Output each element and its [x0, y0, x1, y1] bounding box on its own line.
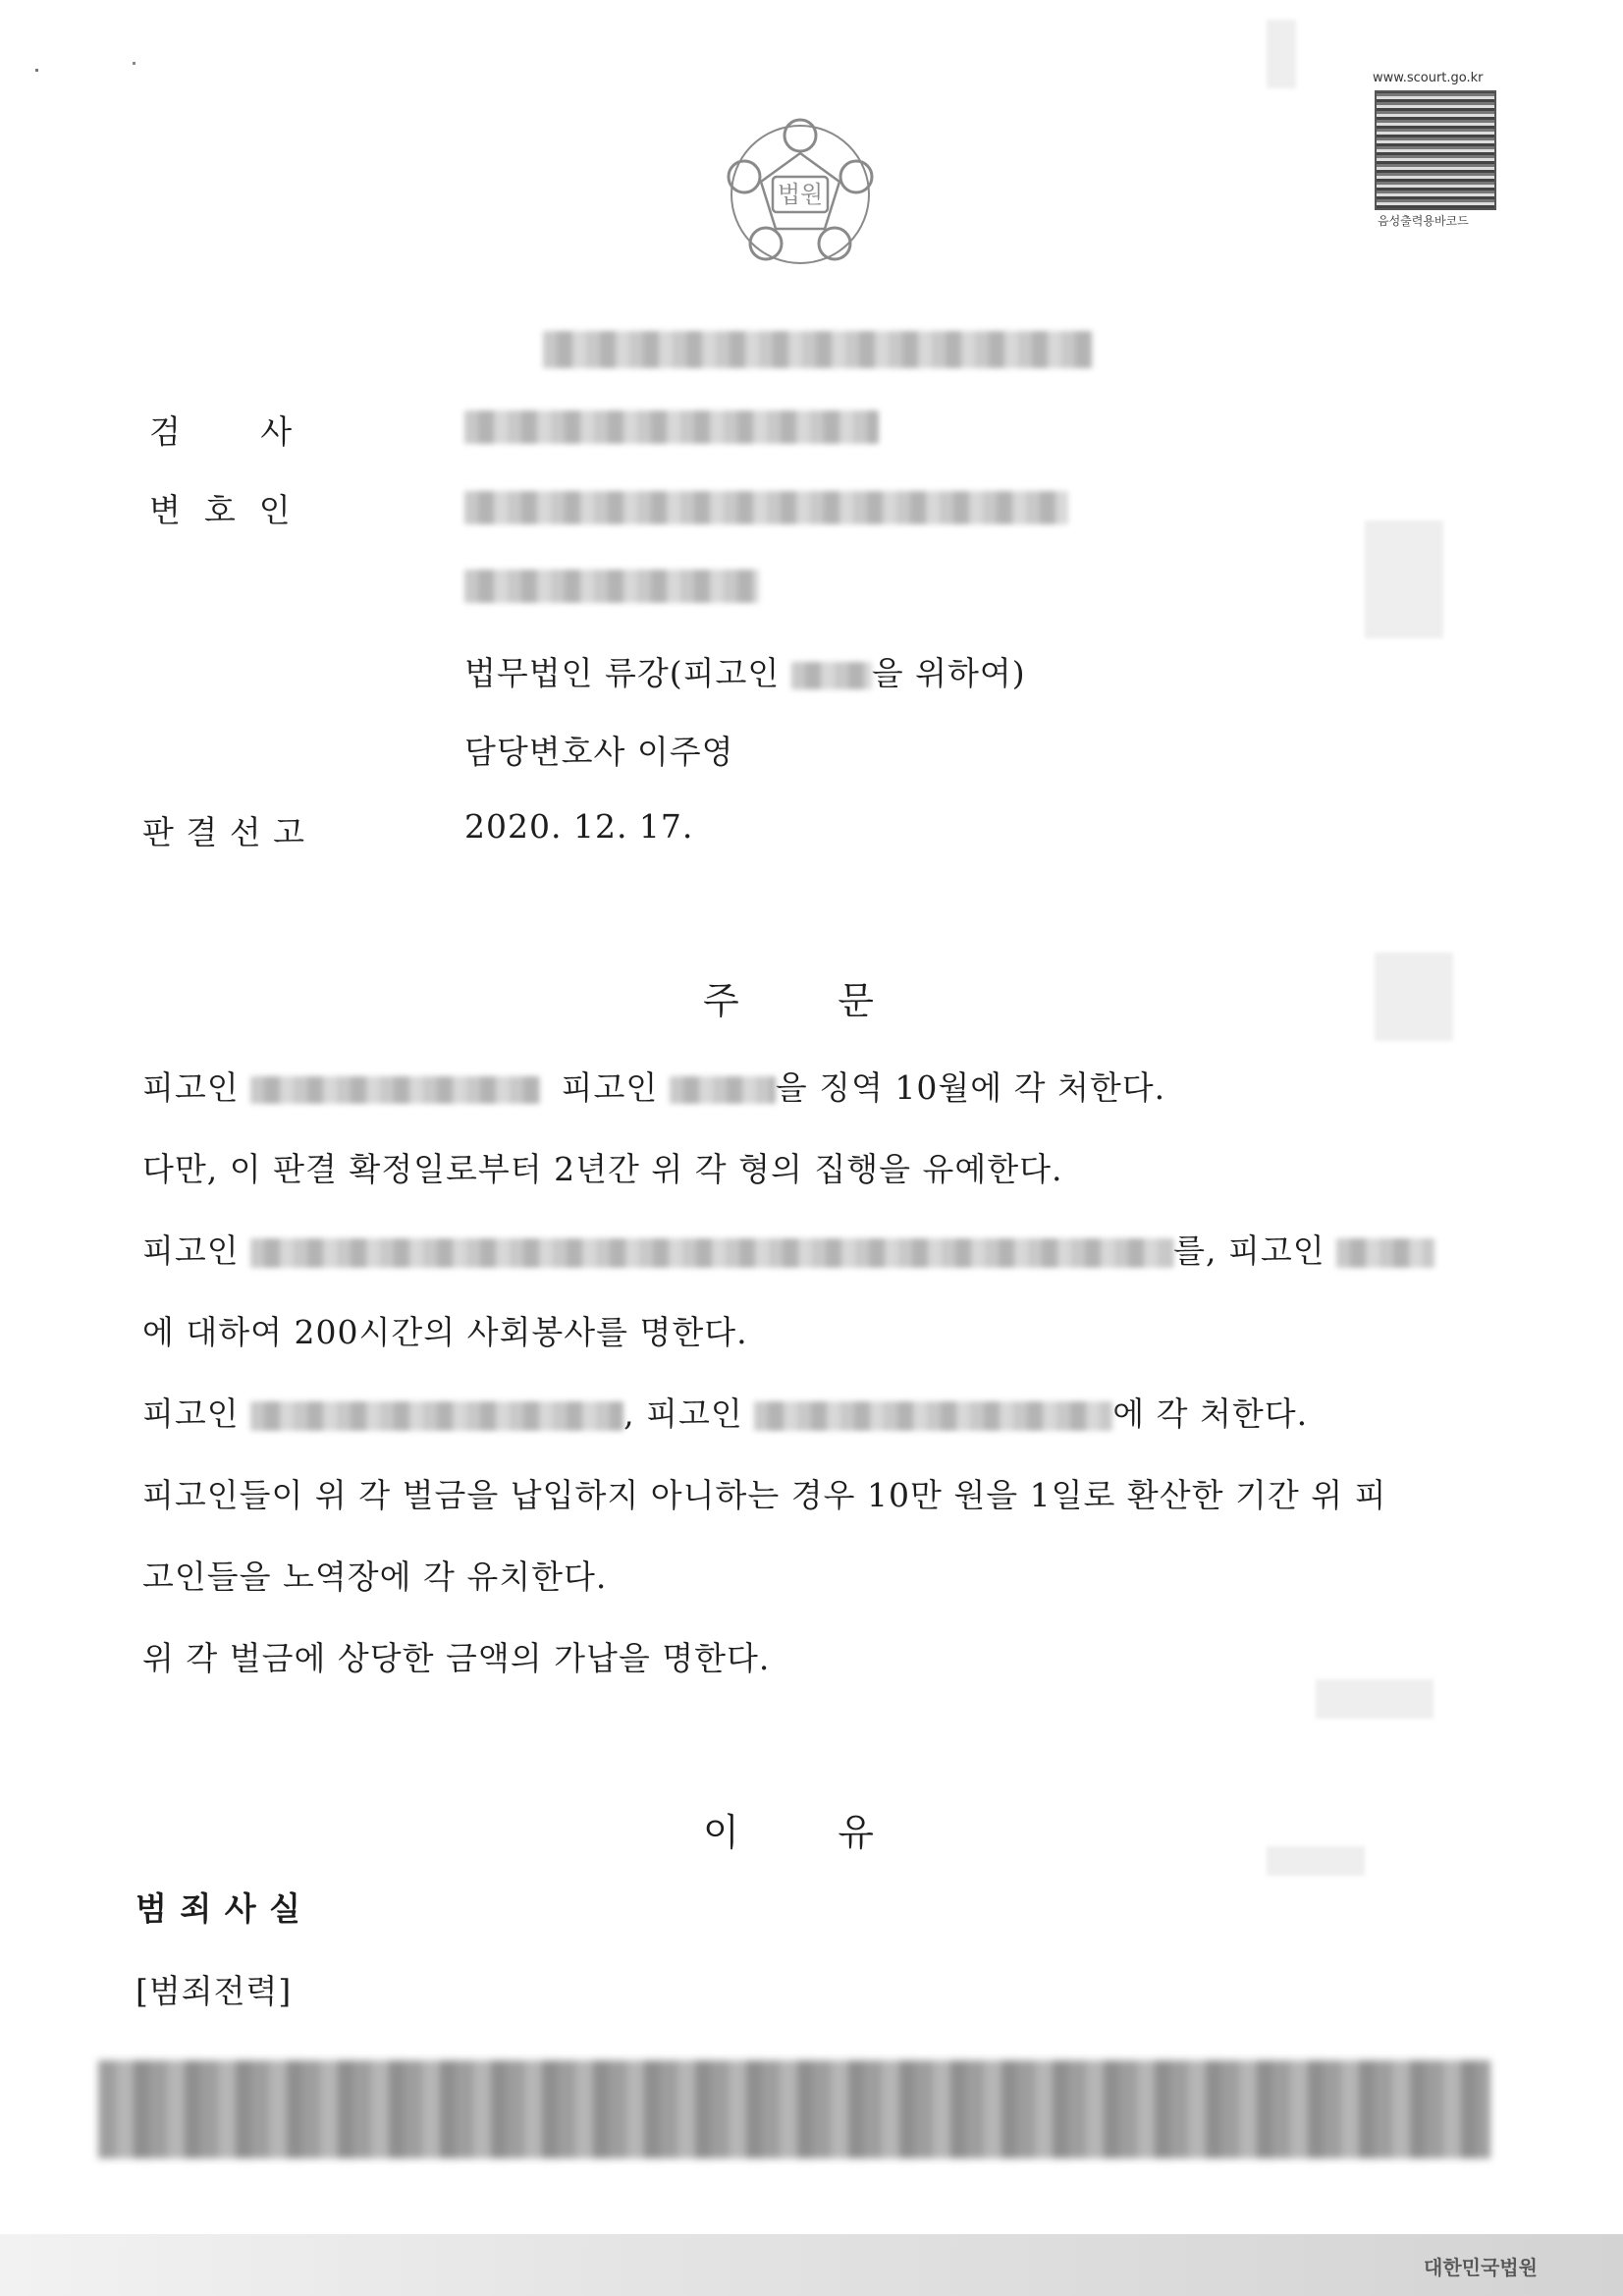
redacted-name: [250, 1238, 1173, 1268]
order-text: 를, 피고인: [1173, 1231, 1337, 1270]
prior-record-heading: [범죄전력]: [135, 1972, 293, 2010]
barcode-caption: 음성출력용바코드: [1378, 214, 1469, 228]
footer-court-name: 대한민국법원: [1424, 2256, 1538, 2279]
attorney-line: 담당변호사 이주영: [464, 733, 734, 771]
court-seal: [722, 116, 879, 273]
law-firm-text: 법무법인 류강(피고인: [464, 654, 791, 692]
order-text: 피고인: [142, 1068, 251, 1107]
redacted-case-number: [543, 331, 1093, 368]
redacted-prosecutor: [464, 410, 879, 444]
redacted-name: [250, 1076, 540, 1104]
voice-barcode: [1375, 90, 1496, 210]
redacted-name: [250, 1401, 623, 1431]
scan-artifact: [1316, 1679, 1434, 1719]
order-title: 주 문: [703, 979, 876, 1022]
redacted-paragraph: [98, 2060, 1490, 2159]
scan-artifact: [1365, 520, 1443, 638]
redacted-counsel-2: [464, 570, 759, 603]
reasons-title: 이 유: [703, 1811, 876, 1854]
scan-artifact: [1375, 953, 1453, 1041]
redacted-counsel-1: [464, 491, 1068, 524]
order-line-1: [142, 1063, 1165, 1109]
order-text: 을 징역 10월에 각 처한다.: [775, 1068, 1166, 1107]
order-line-7: 고인들을 노역장에 각 유치한다.: [142, 1558, 608, 1596]
barcode-url: www.scourt.go.kr: [1373, 71, 1484, 85]
scan-dot: [35, 69, 38, 72]
order-line-2: 다만, 이 판결 확정일로부터 2년간 위 각 형의 집행을 유예한다.: [142, 1150, 1063, 1188]
scan-artifact: [1267, 20, 1296, 88]
law-firm-line: [464, 648, 1026, 694]
facts-heading: 범 죄 사 실: [135, 1889, 301, 1928]
redacted-name: [754, 1401, 1112, 1431]
counsel-label: 변 호 인: [149, 491, 292, 529]
redacted-name: [670, 1076, 776, 1104]
verdict-date-label: 판 결 선 고: [142, 813, 305, 851]
order-text: , 피고인: [623, 1394, 755, 1433]
order-line-6: 피고인들이 위 각 벌금을 납입하지 아니하는 경우 10만 원을 1일로 환산한 기간 위 피: [142, 1476, 1387, 1514]
scan-artifact: [1267, 1846, 1365, 1876]
seal-text: 법원: [777, 181, 824, 208]
order-text: 피고인: [550, 1068, 670, 1107]
order-line-4: 에 대하여 200시간의 사회봉사를 명한다.: [142, 1313, 748, 1351]
redacted-defendant: [791, 662, 872, 689]
order-line-3: [142, 1226, 1434, 1272]
verdict-date: 2020. 12. 17.: [464, 807, 694, 846]
law-firm-text-end: 을 위하여): [871, 654, 1026, 692]
order-text: 에 각 처한다.: [1112, 1394, 1309, 1433]
prosecutor-label: 검 사: [149, 412, 294, 451]
order-text: 피고인: [142, 1231, 251, 1270]
order-line-5: [142, 1389, 1308, 1435]
scan-dot: [133, 62, 135, 65]
order-line-8: 위 각 벌금에 상당한 금액의 가납을 명한다.: [142, 1639, 771, 1677]
footer-band: [0, 2234, 1623, 2296]
order-text: 피고인: [142, 1394, 251, 1433]
redacted-name: [1336, 1238, 1434, 1268]
